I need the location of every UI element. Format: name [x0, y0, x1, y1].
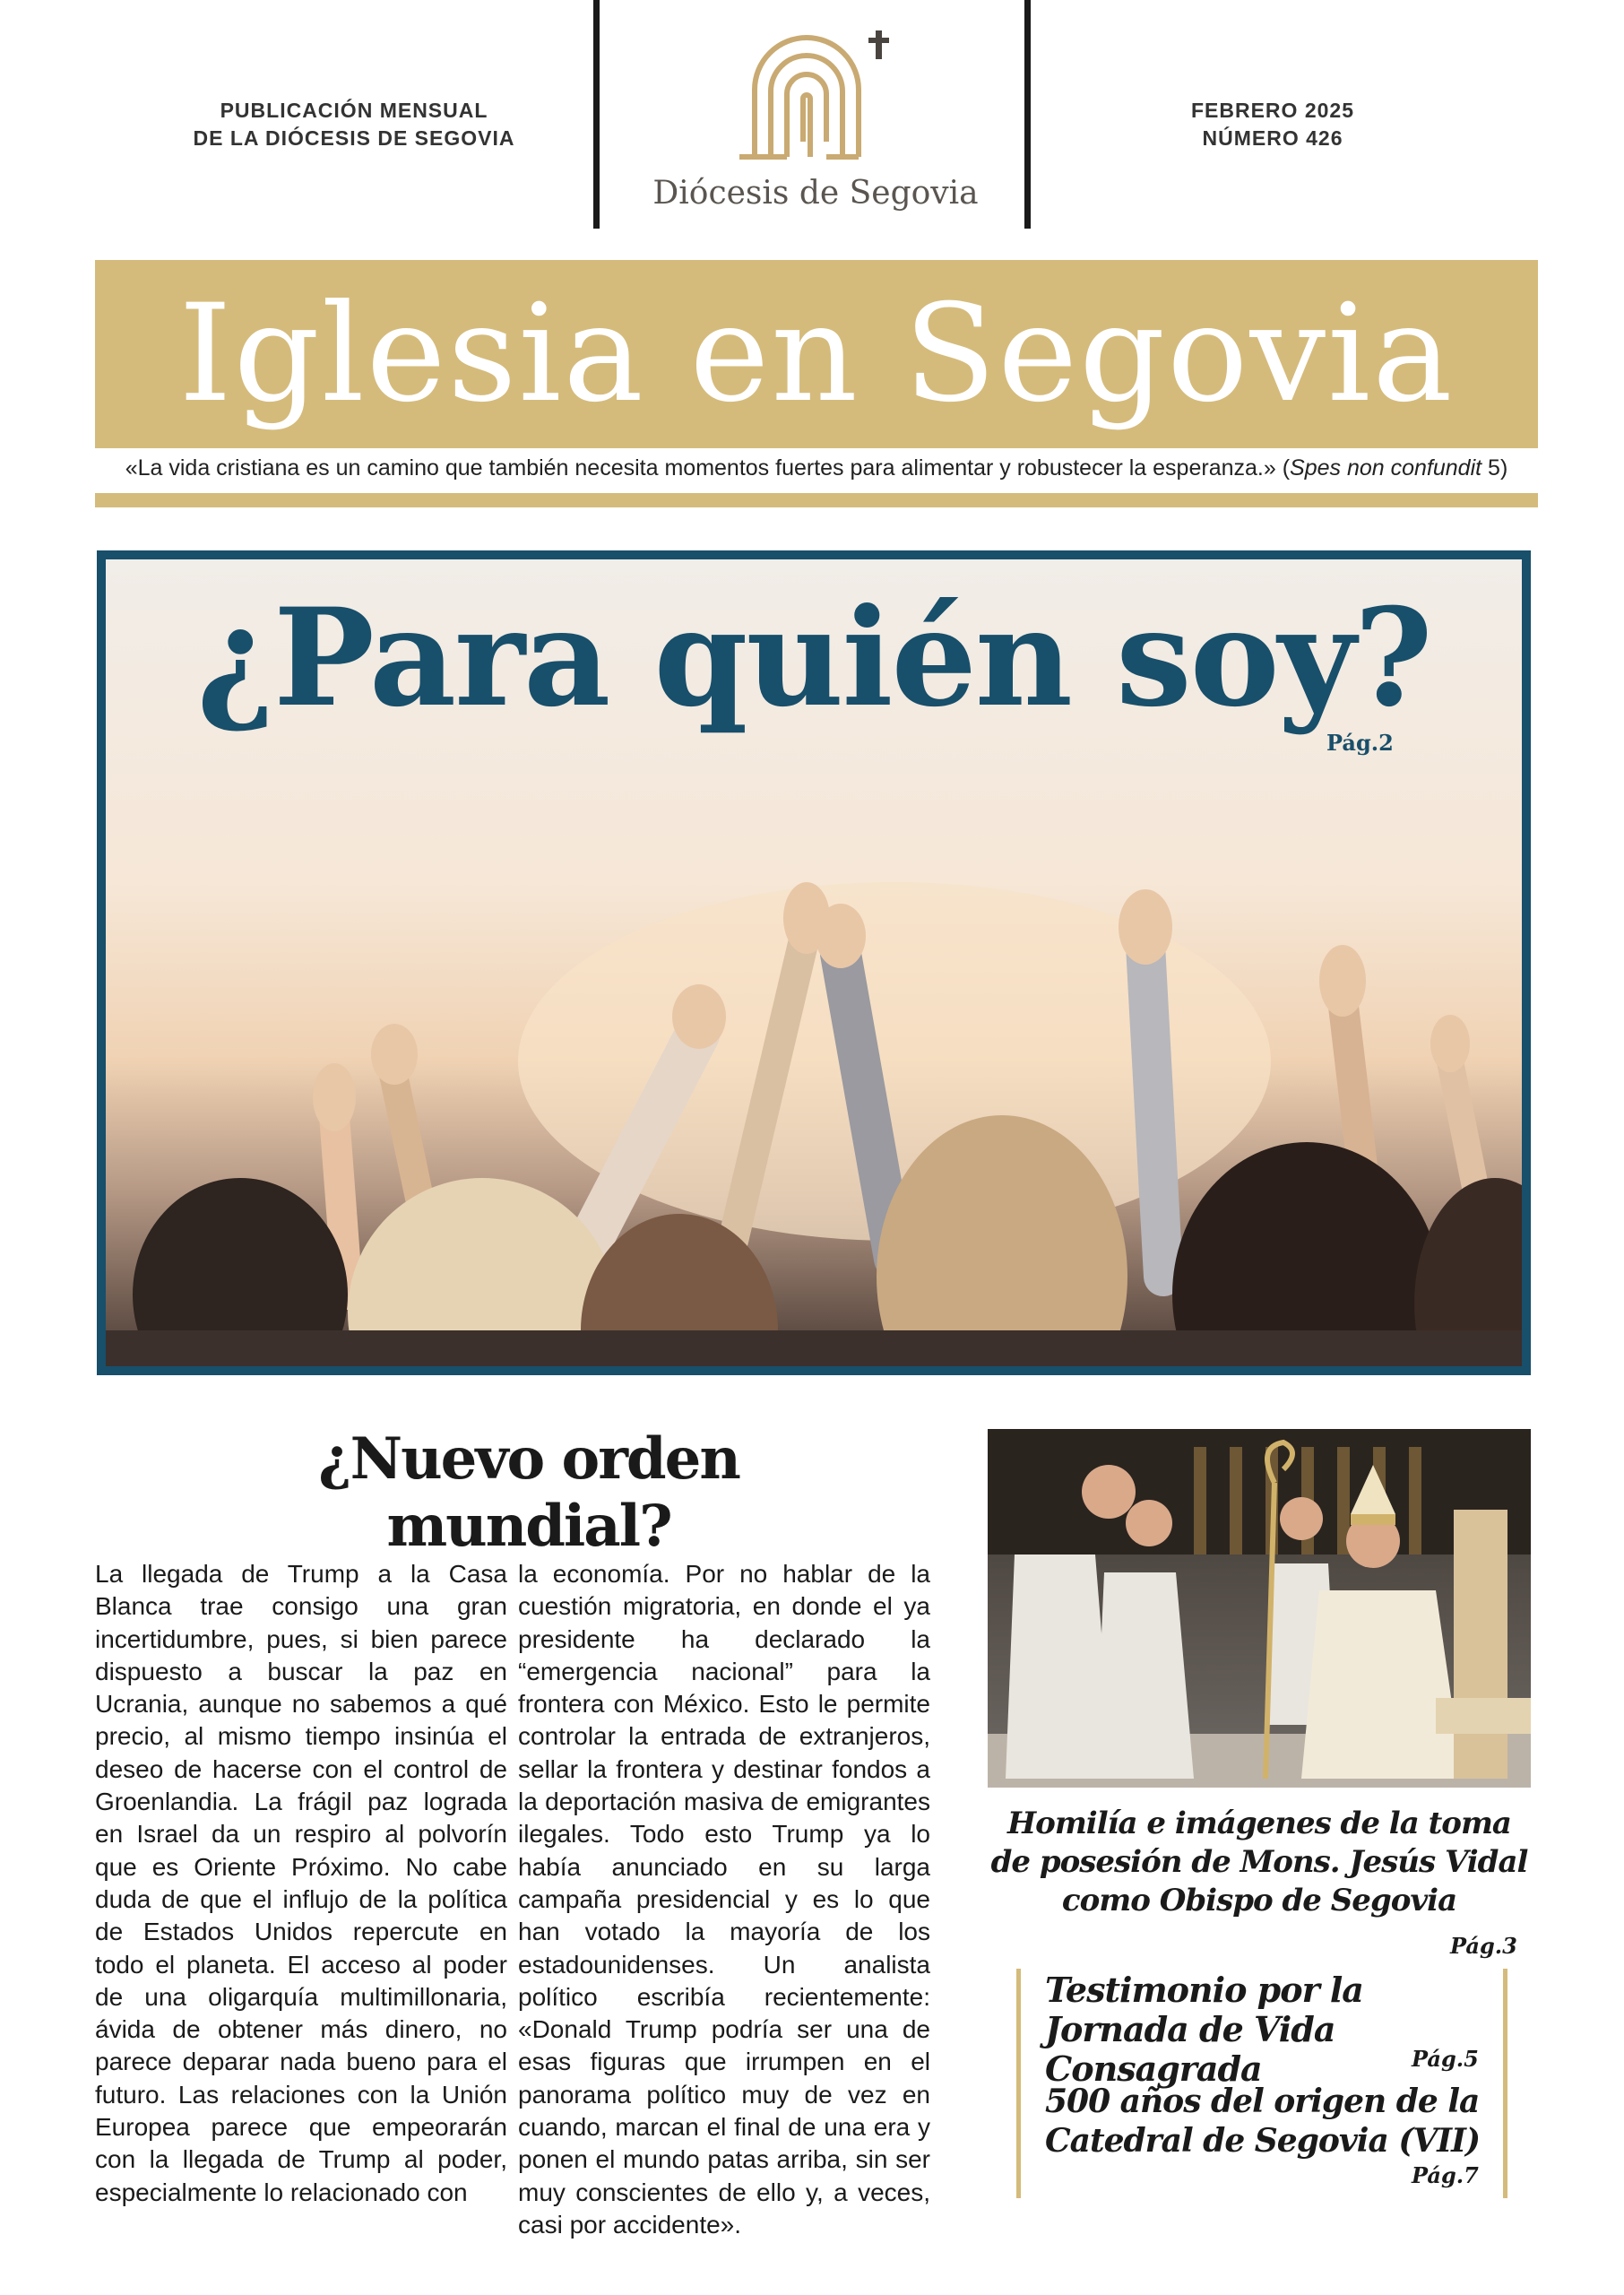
- caption-page-ref: Pág.3: [1450, 1933, 1517, 1959]
- teaser-box-right-rule: [1503, 1969, 1507, 2198]
- article-column-2: la economía. Por no hablar de la cuestión migratoria, en donde el ya presidente ha declarado la “emergencia nacional” para la frontera con México. Esto le permite controlar la entrada de extranjeros, sellar la frontera y destinar fondos a la deportación masiva de emigrantes ilegales. Todo esto Trump ya lo había anunciado en su larga campaña presidencial y es lo que han votado la mayoría de los estadounidenses. Un analista político escribía recientemente: «Donald Trump podría ser una de esas figuras que irrumpen en el panorama político muy de vez en cuando, marcan el final de una era y ponen el mundo patas arriba, sin ser muy conscientes de ello y, a veces, casi por accidente».: [518, 1560, 930, 2239]
- teaser2-page-ref: Pág.7: [1412, 2162, 1479, 2188]
- quote-source-number: 5): [1481, 455, 1508, 481]
- issue-info: [1165, 97, 1380, 152]
- title-bar: [95, 260, 1538, 448]
- hero-page-ref: Pág.2: [1326, 730, 1394, 756]
- hero-cover[interactable]: [97, 550, 1531, 1375]
- publication-line-1: PUBLICACIÓN MENSUAL: [220, 99, 488, 122]
- masthead-divider-left: [593, 0, 600, 229]
- teaser-vida-consagrada[interactable]: Testimonio por la Jornada de Vida Consagrada: [1045, 1970, 1363, 2089]
- gold-divider: [95, 493, 1538, 507]
- newspaper-title: Iglesia en Segovia: [178, 276, 1455, 432]
- article-column-1: La llegada de Trump a la Casa Blanca trae consigo una gran incertidumbre, pues, si bien parece dispuesto a buscar la paz en Ucrania, aunque no sabemos a qué precio, al mismo tiempo insinúa el deseo de hacerse con el control de Groenlandia. La frágil paz lograda en Israel da un respiro al polvorín que es Oriente Próximo. No cabe duda de que el influjo de la política de Estados Unidos repercute en todo el planeta. El acceso al poder de una oligarquía multimillonaria, ávida de obtener más dinero, no parece deparar nada bueno para el futuro. Las relaciones con la Unión Europea parece que empeorarán con la llegada de Trump al poder, especialmente lo relacionado con: [95, 1560, 507, 2206]
- bishop-ceremony-photo[interactable]: [988, 1429, 1531, 1788]
- photo-caption: Homilía e imágenes de la toma de posesión de Mons. Jesús Vidal como Obispo de Segovia: [990, 1806, 1528, 1918]
- hero-headline: ¿Para quién soy?: [196, 579, 1431, 737]
- masthead-divider-right: [1024, 0, 1031, 229]
- epigraph-quote: [95, 455, 1538, 481]
- publication-info: [193, 97, 515, 152]
- issue-date: FEBRERO 2025: [1190, 99, 1354, 122]
- teaser-catedral[interactable]: 500 años del origen de la Catedral de Segovia (VII): [1045, 2083, 1481, 2160]
- arch-cross-logo-icon: [735, 27, 914, 170]
- quote-text: «La vida cristiana es un camino que también necesita momentos fuertes para alimentar y robustecer la esperanza.» (: [125, 455, 1291, 481]
- teaser1-page-ref: Pág.5: [1412, 2046, 1479, 2072]
- diocese-name: Diócesis de Segovia: [652, 175, 979, 212]
- quote-source-title: Spes non confundit: [1290, 455, 1482, 481]
- issue-number: NÚMERO 426: [1202, 126, 1343, 150]
- teaser-box-left-rule: [1016, 1969, 1021, 2198]
- article-title: ¿Nuevo orden mundial?: [318, 1425, 739, 1560]
- publication-line-2: DE LA DIÓCESIS DE SEGOVIA: [193, 126, 515, 150]
